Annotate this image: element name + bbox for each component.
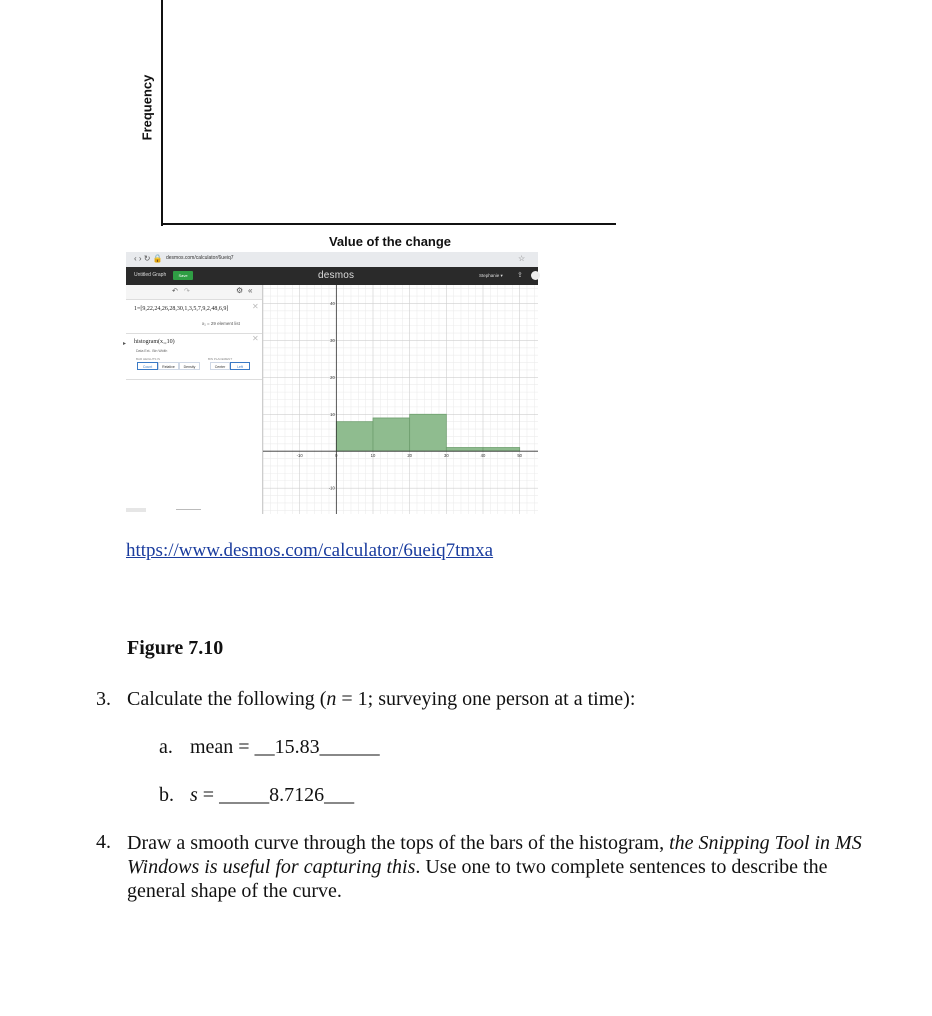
q3-text-start: Calculate the following ( <box>127 688 327 710</box>
y-tick-label: 10 <box>330 411 335 417</box>
y-axis-label: Frequency <box>139 74 155 141</box>
figure-label: Figure 7.10 <box>127 637 224 659</box>
user-menu: Stephanie ▾ <box>479 273 503 278</box>
q4-text <box>127 831 887 903</box>
x-tick-label: 40 <box>480 453 486 459</box>
bar-heights-label: BAR HEIGHTS IS <box>136 357 161 361</box>
option-density: Density <box>179 362 200 370</box>
bin-placement-label: BIN PLACEMENT <box>208 357 233 361</box>
histogram-expression: histogram(x₁,10) <box>134 339 175 345</box>
desmos-logo: desmos <box>318 270 355 281</box>
frequency-axis-line <box>161 0 163 226</box>
undo-icon: ↶ <box>172 288 178 295</box>
option-center: Center <box>210 362 230 370</box>
x-tick-label: -10 <box>296 453 303 459</box>
collapse-icon: « <box>248 286 253 295</box>
share-icon: ⇪ <box>517 272 523 279</box>
panel-footer-line <box>176 509 201 510</box>
histogram-bar <box>410 414 447 451</box>
q3-text-end: = 1; surveying one person at a time): <box>336 688 636 710</box>
redo-icon: ↷ <box>184 288 190 295</box>
expression-panel <box>123 285 263 514</box>
histogram-hint: Data Ext.. Bin Width <box>136 349 168 353</box>
y-tick-label: 40 <box>330 300 335 306</box>
option-relative: Relative <box>158 362 179 370</box>
data-list-expression: 1=[9,22,24,26,28,30,1,3,5,7,9,2,48,6,9] <box>134 306 229 312</box>
save-button: Save <box>173 271 193 280</box>
y-tick-label: 30 <box>330 337 335 343</box>
q3b-label: b. <box>159 784 174 806</box>
histogram-bar <box>336 422 373 452</box>
value-axis-line <box>161 223 616 225</box>
desmos-link[interactable]: https://www.desmos.com/calculator/6ueiq7tmxa <box>126 540 494 561</box>
gear-icon: ⚙ <box>236 286 244 295</box>
expression-list <box>126 300 262 334</box>
list-size-note: x₁ = 29 element list <box>202 321 240 326</box>
q4-text-italic: the Snipping Tool in MS Windows is useful for capturing this <box>127 832 862 878</box>
graph-name: Untitled Graph <box>134 272 167 278</box>
delete-icon: ✕ <box>252 334 259 343</box>
q3a-label: a. <box>159 736 173 758</box>
help-icon <box>531 271 540 280</box>
x-tick-label: 20 <box>407 453 413 459</box>
x-axis-label: Value of the change <box>328 234 452 249</box>
histogram-bar <box>446 448 483 452</box>
x-tick-label: 10 <box>370 453 376 459</box>
desmos-screenshot <box>123 252 538 514</box>
browser-url: desmos.com/calculator/6ueiq7 <box>166 255 234 261</box>
x-tick-label: 30 <box>443 453 449 459</box>
expand-arrow-icon: ▸ <box>123 341 127 347</box>
histogram-bar <box>483 448 520 452</box>
grid-minor <box>263 285 538 514</box>
browser-chrome <box>126 252 538 268</box>
x-tick-label: 0 <box>335 453 338 459</box>
q3a-mean: mean = __15.83______ <box>190 736 380 758</box>
q3b-value: = _____8.7126___ <box>197 784 355 806</box>
histogram-bars <box>336 414 519 451</box>
histogram-bar <box>373 418 410 451</box>
q4-number: 4. <box>96 831 111 853</box>
y-tick-label: 20 <box>330 374 335 380</box>
q4-text-end: . Use one to two complete sentences to describe the general shape of the curve. <box>127 856 828 902</box>
option-left: Left <box>230 362 250 370</box>
n-variable: n <box>326 688 337 710</box>
delete-icon: ✕ <box>252 302 259 311</box>
desmos-topbar <box>126 267 538 285</box>
expression-histogram <box>123 334 262 380</box>
q4-text-start: Draw a smooth curve through the tops of the bars of the histogram, <box>127 832 670 854</box>
q3b-sd <box>190 784 354 807</box>
graph-area <box>263 285 538 514</box>
q3-text <box>127 688 635 711</box>
star-icon: ☆ <box>518 254 526 263</box>
x-tick-label: 50 <box>517 453 523 459</box>
panel-toolbar <box>126 285 262 300</box>
option-count: Count <box>137 362 158 370</box>
y-tick-label: -10 <box>328 485 335 491</box>
browser-nav-icons: ‹ › ↻ 🔒 <box>134 254 163 263</box>
q3-number: 3. <box>96 688 111 710</box>
panel-footer-bar <box>126 508 146 512</box>
s-variable: s <box>190 784 198 806</box>
